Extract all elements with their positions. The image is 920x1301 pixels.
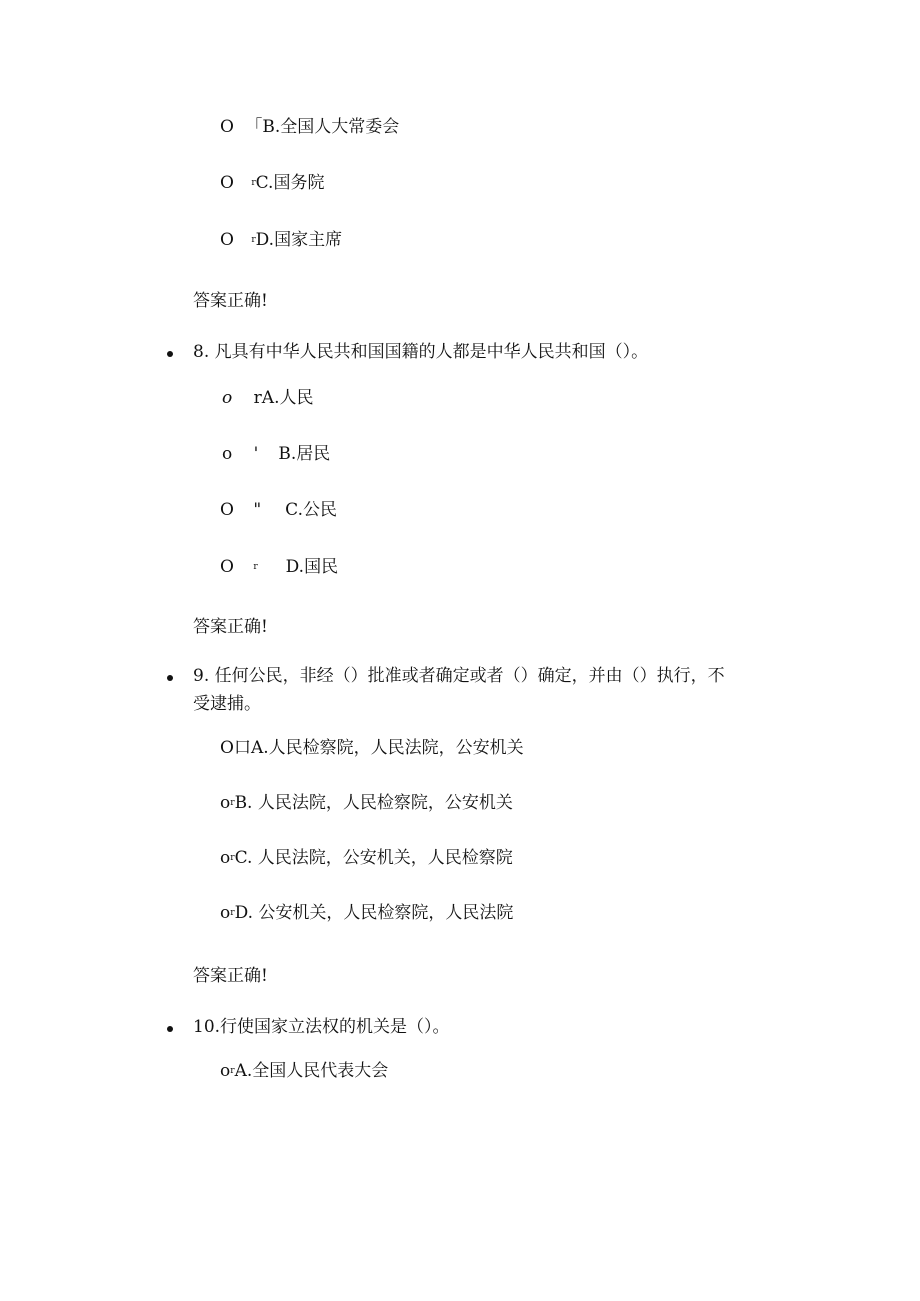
question-text <box>193 1015 450 1039</box>
radio-marker[interactable]: o <box>220 1061 231 1081</box>
question-text-line1 <box>193 664 725 688</box>
question-number: 8. <box>193 342 210 362</box>
list-bullet <box>167 351 173 357</box>
radio-marker[interactable]: O <box>220 173 234 193</box>
radio-glyph: ' <box>253 444 259 464</box>
radio-marker[interactable]: O <box>220 738 234 758</box>
option-label: A.全国人民代表大会 <box>234 1061 389 1081</box>
radio-marker[interactable]: o <box>220 903 231 923</box>
radio-glyph: r <box>230 853 235 863</box>
radio-marker[interactable]: O <box>220 117 234 137</box>
option-label: A.人民检察院，人民法院，公安机关 <box>250 738 524 758</box>
radio-glyph: 「 <box>245 117 263 137</box>
question-number: 9. <box>193 666 210 686</box>
option-row[interactable] <box>222 442 330 466</box>
radio-glyph: " <box>253 500 262 520</box>
radio-marker[interactable]: O <box>220 230 234 250</box>
radio-glyph: r <box>251 235 256 245</box>
option-row[interactable] <box>220 901 513 925</box>
answer-feedback: 答案正确! <box>193 291 268 311</box>
option-label: C.国务院 <box>255 173 325 193</box>
option-label: D. 公安机关，人民检察院，人民法院 <box>234 903 514 923</box>
option-row[interactable] <box>220 115 399 139</box>
option-row[interactable] <box>220 846 513 870</box>
radio-marker[interactable]: o <box>220 793 231 813</box>
option-row[interactable] <box>220 498 337 522</box>
option-label: D.国民 <box>285 557 339 577</box>
option-row[interactable] <box>220 791 513 815</box>
option-label: C. 人民法院，公安机关，人民检察院 <box>234 848 513 868</box>
question-body: 凡具有中华人民共和国国籍的人都是中华人民共和国（）。 <box>214 342 649 362</box>
question-body: 任何公民，非经（）批准或者确定或者（）确定，并由（）执行，不 <box>214 666 725 686</box>
radio-glyph: r <box>230 1066 235 1076</box>
radio-glyph: r <box>230 908 235 918</box>
checkbox-glyph: 口 <box>233 738 251 758</box>
option-row[interactable] <box>220 736 524 760</box>
option-label: D.国家主席 <box>255 230 343 250</box>
radio-marker[interactable]: O <box>220 557 234 577</box>
radio-glyph: r <box>253 388 262 408</box>
radio-marker[interactable]: O <box>220 500 234 520</box>
option-label: A.人民 <box>261 388 314 408</box>
list-bullet <box>167 675 173 681</box>
option-row[interactable] <box>220 555 338 579</box>
list-bullet <box>167 1026 173 1032</box>
option-label: C.公民 <box>285 500 337 520</box>
question-number: 10. <box>193 1017 221 1037</box>
radio-marker[interactable]: o <box>220 848 231 868</box>
radio-marker[interactable]: o <box>222 388 233 408</box>
option-row[interactable] <box>220 1059 388 1083</box>
option-label: B. 人民法院，人民检察院，公安机关 <box>234 793 513 813</box>
question-text-line2: 受逮捕。 <box>193 694 261 714</box>
option-row[interactable] <box>222 386 313 410</box>
answer-feedback: 答案正确! <box>193 966 268 986</box>
question-text <box>193 340 648 364</box>
option-label: B.居民 <box>278 444 331 464</box>
option-row[interactable] <box>220 171 324 195</box>
radio-glyph: r <box>230 798 235 808</box>
option-label: B.全国人大常委会 <box>262 117 400 137</box>
answer-feedback: 答案正确! <box>193 617 268 637</box>
radio-glyph: r <box>253 562 258 572</box>
radio-glyph: r <box>251 178 256 188</box>
radio-marker[interactable]: o <box>222 444 233 464</box>
question-body: 行使国家立法权的机关是（）。 <box>220 1017 450 1037</box>
option-row[interactable] <box>220 228 342 252</box>
